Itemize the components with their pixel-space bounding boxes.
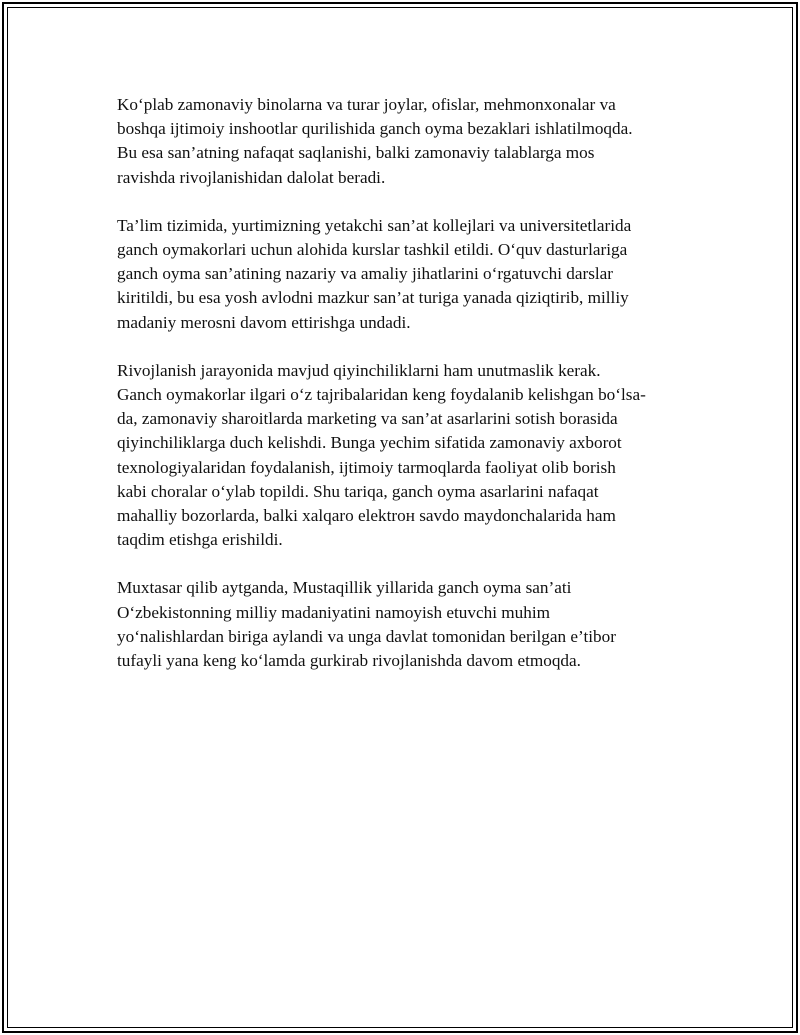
paragraph-challenges: Rivojlanish jarayonida mavjud qiyinchiliklarni ham unutmaslik kerak. Ganch oymakorlar ilgari oʻz tajribalaridan keng foydalanib kelishgan boʻlsa- da, zamonaviy sharoitlarda marketing va san’at asarlarini sotish borasida qiyinchiliklarga duch kelishdi. Bunga yechim sifatida zamonaviy axborot texnologiyalaridan foydalanish, ijtimoiy tarmoqlarda faoliyat olib borish kabi choralar oʻylab topildi. Shu tariqa, ganch oyma asarlarini nafaqat mahalliy bozorlarda, balki xalqaro elektroн savdo maydonchalarida ham taqdim etishga erishildi.: [117, 360, 646, 550]
paragraph-education: Ta’lim tizimida, yurtimizning yetakchi san’at kollejlari va universitetlarida ganch oymakorlari uchun alohida kurslar tashkil etildi. Oʻquv dasturlariga ganch oyma san’atining nazariy va amaliy jihatlarini oʻrgatuvchi darslar kiritildi, bu esa yosh avlodni mazkur san’at turiga yanada qiziqtirib, milliy madaniy merosni davom ettirishga undadi.: [117, 215, 632, 332]
document-body: [117, 93, 697, 697]
paragraph-modern-buildings: Koʻplab zamonaviy binolarna va turar joylar, ofislar, mehmonxonalar va boshqa ijtimoiy inshootlar qurilishida ganch oyma bezaklari ishlatilmoqda. Bu esa san’atning nafaqat saqlanishi, balki zamonaviy talablarga mos ravishda rivojlanishidan dalolat beradi.: [117, 95, 633, 187]
paragraph-conclusion: Muxtasar qilib aytganda, Mustaqillik yillarida ganch oyma san’ati Oʻzbekistonning milliy madaniyatini namoyish etuvchi muhim yoʻnalishlardan biriga aylandi va unga davlat tomonidan berilgan e’tibor tufayli yana keng koʻlamda gurkirab rivojlanishda davom etmoqda.: [117, 578, 616, 671]
